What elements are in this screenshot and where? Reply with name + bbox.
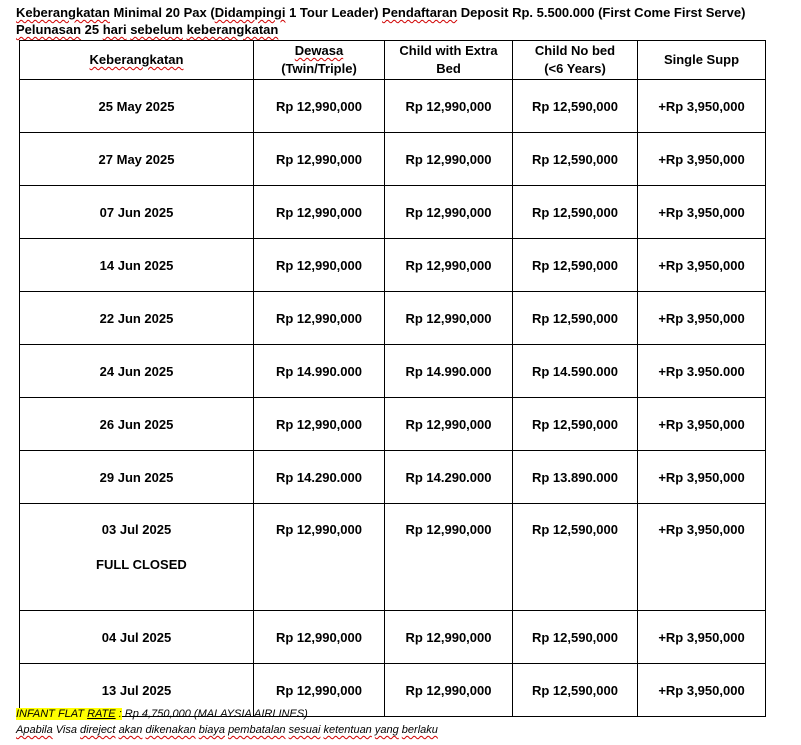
single-supp-price: +Rp 3,950,000	[638, 186, 766, 239]
header-word: sebelum	[130, 22, 183, 37]
single-supp-price: +Rp 3,950,000	[638, 133, 766, 186]
header-text: 1 Tour Leader)	[285, 5, 383, 20]
visa-word: Visa	[55, 724, 77, 736]
header-word: Pelunasan	[16, 22, 82, 37]
child-no-bed-price: Rp 12,590,000	[513, 80, 638, 133]
child-extra-bed-price: Rp 12,990,000	[385, 133, 513, 186]
table-row	[20, 80, 766, 133]
child-no-bed-price: Rp 12,590,000	[513, 133, 638, 186]
header-word: keberangkatan	[186, 22, 279, 37]
col-header-child-extra-bed: Child with Extra Bed	[385, 41, 513, 80]
table-row	[20, 133, 766, 186]
adult-price: Rp 12,990,000	[254, 292, 385, 345]
child-extra-bed-price: Rp 12,990,000	[385, 239, 513, 292]
header-word: Didampingi	[214, 5, 286, 20]
col-header-departure: Keberangkatan	[20, 41, 254, 80]
table-row	[20, 186, 766, 239]
adult-price: Rp 12,990,000	[254, 239, 385, 292]
departure-date: 25 May 2025	[20, 80, 254, 133]
child-extra-bed-price: Rp 12,990,000	[385, 398, 513, 451]
child-extra-bed-price: Rp 14.290.000	[385, 451, 513, 504]
adult-price: Rp 12,990,000	[254, 133, 385, 186]
child-no-bed-price: Rp 12,590,000	[513, 398, 638, 451]
col-header-single-supp: Single Supp	[638, 41, 766, 80]
table-row	[20, 239, 766, 292]
infant-rate-note	[16, 707, 308, 721]
departure-date: 26 Jun 2025	[20, 398, 254, 451]
table-row	[20, 611, 766, 664]
child-no-bed-price: Rp 12,590,000	[513, 186, 638, 239]
visa-word: ketentuan	[323, 724, 372, 736]
header-text: Minimal 20 Pax (	[109, 5, 215, 20]
header-text: Deposit Rp. 5.500.000 (First Come First Serve)	[457, 5, 746, 20]
child-extra-bed-price: Rp 12,990,000	[385, 80, 513, 133]
infant-rate-value: Rp 4,750,000 (MALAYSIA AIRLINES)	[121, 708, 308, 720]
adult-price: Rp 14.290.000	[254, 451, 385, 504]
single-supp-price: +Rp 3,950,000	[638, 611, 766, 664]
departure-date: 29 Jun 2025	[20, 451, 254, 504]
visa-word: yang	[374, 724, 399, 736]
table-row	[20, 504, 766, 611]
header-line-2	[16, 22, 278, 38]
adult-price: Rp 12,990,000	[254, 186, 385, 239]
departure-date: 24 Jun 2025	[20, 345, 254, 398]
child-extra-bed-price: Rp 12,990,000	[385, 292, 513, 345]
departure-date: 07 Jun 2025	[20, 186, 254, 239]
full-closed-note: FULL CLOSED	[96, 557, 187, 572]
child-extra-bed-price: Rp 12,990,000	[385, 504, 513, 611]
child-extra-bed-price: Rp 12,990,000	[385, 664, 513, 717]
visa-word: dikenakan	[145, 724, 196, 736]
child-extra-bed-price: Rp 14.990.000	[385, 345, 513, 398]
single-supp-price: +Rp 3,950,000	[638, 80, 766, 133]
child-extra-bed-price: Rp 12,990,000	[385, 611, 513, 664]
col-header-adult: Dewasa (Twin/Triple)	[254, 41, 385, 80]
child-no-bed-price: Rp 12,590,000	[513, 664, 638, 717]
child-no-bed-price: Rp 13.890.000	[513, 451, 638, 504]
header-line-1	[16, 5, 745, 21]
departure-date: 14 Jun 2025	[20, 239, 254, 292]
visa-word: direject	[80, 724, 116, 736]
header-word: Keberangkatan	[16, 5, 110, 20]
single-supp-price: +Rp 3,950,000	[638, 239, 766, 292]
adult-price: Rp 12,990,000	[254, 664, 385, 717]
header-text: 25	[81, 22, 103, 37]
departure-date-cell	[20, 504, 254, 611]
child-no-bed-price: Rp 12,590,000	[513, 504, 638, 611]
departure-date: 27 May 2025	[20, 133, 254, 186]
child-no-bed-price: Rp 14.590.000	[513, 345, 638, 398]
visa-word: biaya	[198, 724, 225, 736]
child-extra-bed-price: Rp 12,990,000	[385, 186, 513, 239]
header-word: Pendaftaran	[382, 5, 458, 20]
single-supp-price: +Rp 3,950,000	[638, 504, 766, 611]
infant-rate-label: INFANT FLAT RATE :	[16, 708, 122, 720]
visa-word: Apabila	[16, 724, 53, 736]
visa-word: berlaku	[401, 724, 438, 736]
visa-word: sesuai	[288, 724, 321, 736]
table-row	[20, 398, 766, 451]
single-supp-price: +Rp 3,950,000	[638, 664, 766, 717]
visa-word: akan	[118, 724, 143, 736]
adult-price: Rp 12,990,000	[254, 398, 385, 451]
header-word: hari	[102, 22, 127, 37]
col-header-child-no-bed: Child No bed (<6 Years)	[513, 41, 638, 80]
visa-note	[16, 723, 438, 737]
child-no-bed-price: Rp 12,590,000	[513, 239, 638, 292]
single-supp-price: +Rp 3,950,000	[638, 451, 766, 504]
single-supp-price: +Rp 3.950.000	[638, 345, 766, 398]
child-no-bed-price: Rp 12,590,000	[513, 292, 638, 345]
departure-date: 22 Jun 2025	[20, 292, 254, 345]
single-supp-price: +Rp 3,950,000	[638, 292, 766, 345]
single-supp-price: +Rp 3,950,000	[638, 398, 766, 451]
adult-price: Rp 12,990,000	[254, 80, 385, 133]
adult-price: Rp 14.990.000	[254, 345, 385, 398]
visa-word: pembatalan	[228, 724, 286, 736]
adult-price: Rp 12,990,000	[254, 504, 385, 611]
adult-price: Rp 12,990,000	[254, 611, 385, 664]
departure-date: 03 Jul 2025	[101, 522, 172, 537]
departure-date: 13 Jul 2025	[20, 664, 254, 717]
price-table	[19, 40, 766, 717]
table-row	[20, 345, 766, 398]
departure-date: 04 Jul 2025	[20, 611, 254, 664]
table-header-row	[20, 41, 766, 80]
table-row	[20, 292, 766, 345]
table-row	[20, 451, 766, 504]
child-no-bed-price: Rp 12,590,000	[513, 611, 638, 664]
